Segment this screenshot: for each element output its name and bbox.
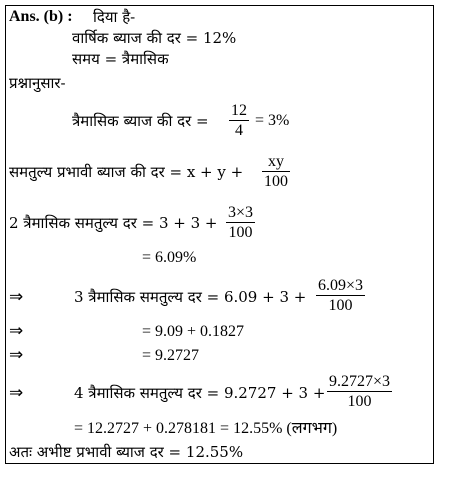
fraction-denominator: 100 <box>264 173 288 190</box>
two-quarter-result: = 6.09% <box>142 249 197 266</box>
fraction-numerator: 12 <box>231 102 247 119</box>
annual-rate-line: वार्षिक ब्याज की दर = 12% <box>72 29 237 47</box>
given-label: दिया है- <box>93 8 136 26</box>
conclusion-line: अतः अभीष्ट प्रभावी ब्याज दर = 12.55% <box>9 443 244 461</box>
four-quarter-fraction <box>327 372 392 411</box>
three-quarter-lhs: 3 त्रैमासिक समतुल्य दर = 6.09 + 3 + <box>74 288 307 306</box>
fraction-denominator: 100 <box>228 224 253 241</box>
fraction-numerator: 3×3 <box>228 204 254 221</box>
equivalent-formula-fraction <box>262 152 290 191</box>
three-quarter-fraction <box>316 276 365 315</box>
three-quarter-step1: = 9.09 + 0.1827 <box>142 323 245 340</box>
fraction-numerator: xy <box>268 153 284 170</box>
quarterly-rate-result: = 3% <box>255 112 290 129</box>
implies-arrow-icon: ⇒ <box>9 287 24 307</box>
implies-arrow-icon: ⇒ <box>9 345 24 365</box>
two-quarter-fraction <box>226 203 255 242</box>
implies-arrow-icon: ⇒ <box>9 383 24 403</box>
quarterly-rate-lhs: त्रैमासिक ब्याज की दर = <box>72 112 209 130</box>
time-line: समय = त्रैमासिक <box>72 50 169 68</box>
fraction-denominator: 100 <box>347 393 372 410</box>
four-quarter-lhs: 4 त्रैमासिक समतुल्य दर = 9.2727 + 3 + <box>74 384 326 402</box>
quarterly-rate-fraction <box>229 101 249 140</box>
fraction-denominator: 4 <box>235 122 243 139</box>
question-says: प्रश्नानुसार- <box>9 74 66 92</box>
equivalent-formula-lhs: समतुल्य प्रभावी ब्याज की दर = x + y + <box>9 163 244 181</box>
fraction-denominator: 100 <box>328 297 353 314</box>
fraction-numerator: 6.09×3 <box>318 277 364 294</box>
fraction-numerator: 9.2727×3 <box>329 373 391 390</box>
implies-arrow-icon: ⇒ <box>9 321 24 341</box>
two-quarter-lhs: 2 त्रैमासिक समतुल्य दर = 3 + 3 + <box>9 214 218 232</box>
three-quarter-step2: = 9.2727 <box>142 347 200 364</box>
four-quarter-step: = 12.2727 + 0.278181 = 12.55% (लगभग) <box>74 420 338 437</box>
answer-label: Ans. (b) : <box>9 8 73 25</box>
